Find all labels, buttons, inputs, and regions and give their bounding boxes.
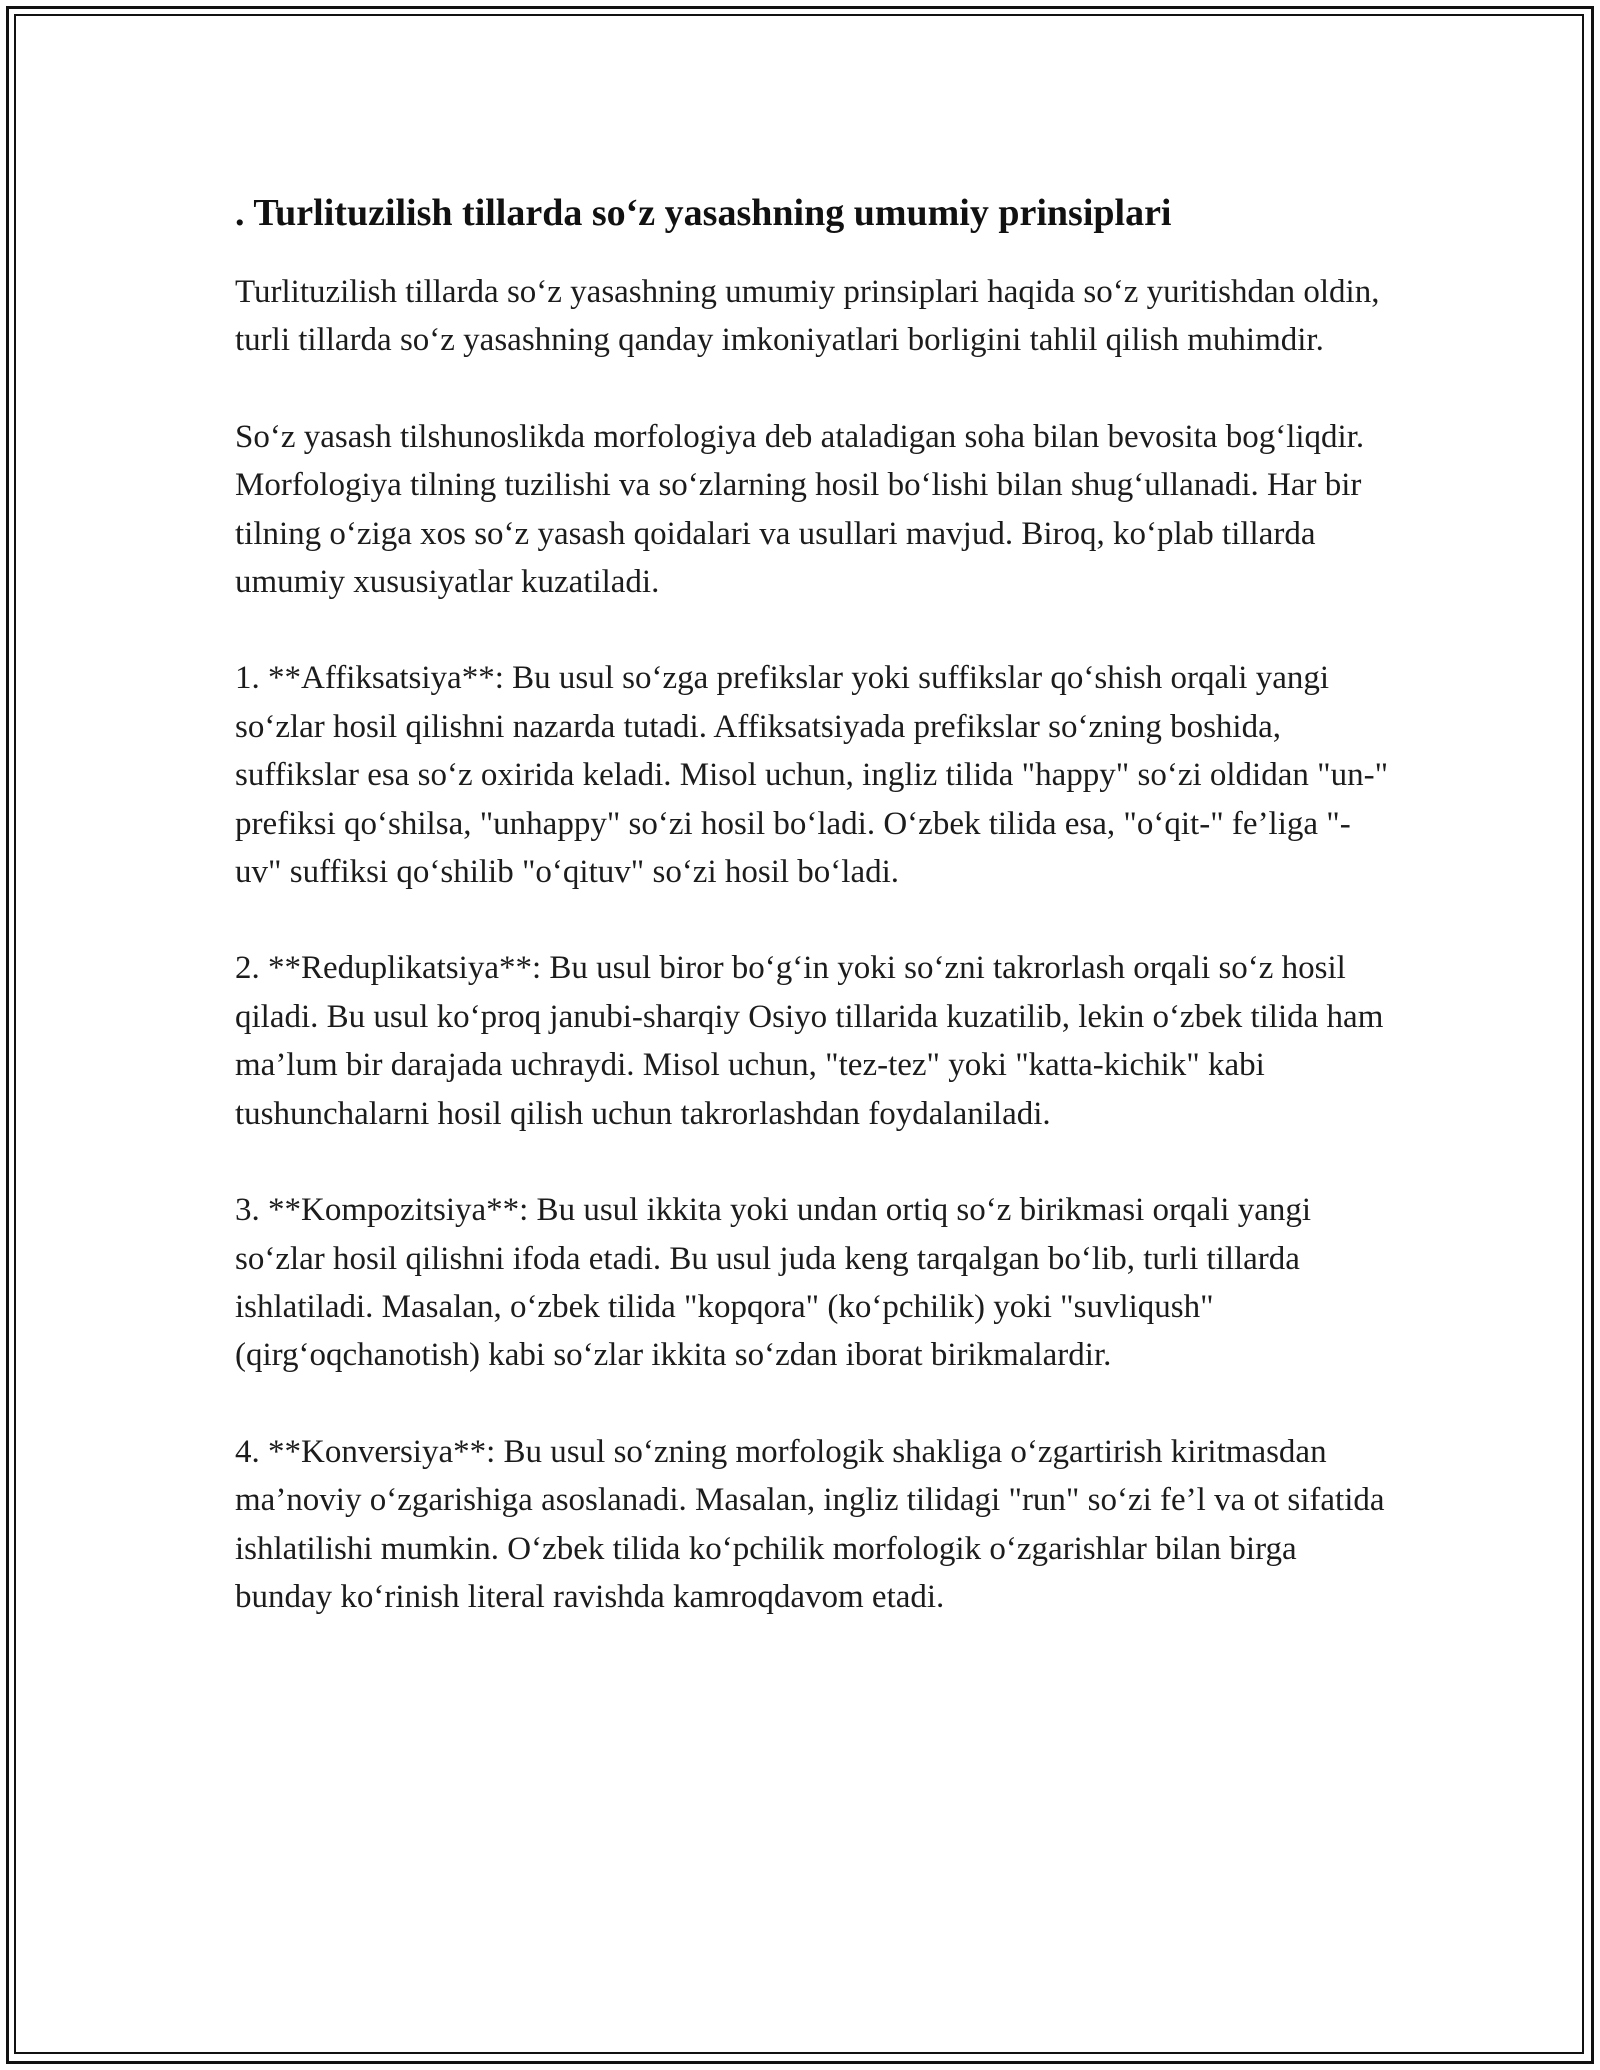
- paragraph-reduplication: 2. **Reduplikatsiya**: Bu usul biror bo‘g‘in yoki so‘zni takrorlash orqali so‘z hosil qiladi. Bu usul ko‘proq janubi-sharqiy Osiyo tillarida kuzatilib, lekin o‘zbek tilida ham ma’lum bir darajada uchraydi. Misol uchun, "tez-tez" yoki "katta-kichik" kabi tushunchalarni hosil qilish uchun takrorlashdan foydalaniladi.: [235, 950, 1384, 1132]
- paragraph-morphology: So‘z yasash tilshunoslikda morfologiya deb ataladigan soha bilan bevosita bog‘liqdir. Morfologiya tilning tuzilishi va so‘zlarning hosil bo‘lishi bilan shug‘ullanadi. Har bir tilning o‘ziga xos so‘z yasash qoidalari va usullari mavjud. Biroq, ko‘plab tillarda umumiy xususiyatlar kuzatiladi.: [235, 418, 1365, 601]
- document-title: . Turlituzilish tillarda so‘z yasashning umumiy prinsiplari: [235, 192, 1172, 234]
- paragraph-composition: 3. **Kompozitsiya**: Bu usul ikkita yoki undan ortiq so‘z birikmasi orqali yangi so‘zlar hosil qilishni ifoda etadi. Bu usul juda keng tarqalgan bo‘lib, turli tillarda ishlatiladi. Masalan, o‘zbek tilida "kopqora" (ko‘pchilik) yoki "suvliqush" (qirg‘oqchanotish) kabi so‘zlar ikkita so‘zdan iborat birikmalardir.: [235, 1192, 1312, 1374]
- paragraph-intro: Turlituzilish tillarda so‘z yasashning umumiy prinsiplari haqida so‘z yuritishdan oldin, turli tillarda so‘z yasashning qanday imkoniyatlari borligini tahlil qilish muhimdir.: [235, 274, 1380, 359]
- paragraph-affixation: 1. **Affiksatsiya**: Bu usul so‘zga prefikslar yoki suffikslar qo‘shish orqali yangi so‘zlar hosil qilishni nazarda tutadi. Affiksatsiyada prefikslar so‘zning boshida, suffikslar esa so‘z oxirida keladi. Misol uchun, ingliz tilida "happy" so‘zi oldidan "un-" prefiksi qo‘shilsa, "unhappy" so‘zi hosil bo‘ladi. O‘zbek tilida esa, "o‘qit-" fe’liga "-uv" suffiksi qo‘shilib "o‘qituv" so‘zi hosil bo‘ladi.: [235, 660, 1389, 891]
- document-page: [235, 186, 1395, 1621]
- paragraph-conversion: 4. **Konversiya**: Bu usul so‘zning morfologik shakliga o‘zgartirish kiritmasdan ma’noviy o‘zgarishiga asoslanadi. Masalan, ingliz tilidagi "run" so‘zi fe’l va ot sifatida ishlatilishi mumkin. O‘zbek tilida ko‘pchilik morfologik o‘zgarishlar bilan birga bunday ko‘rinish literal ravishda kamroqdavom etadi.: [235, 1433, 1385, 1615]
